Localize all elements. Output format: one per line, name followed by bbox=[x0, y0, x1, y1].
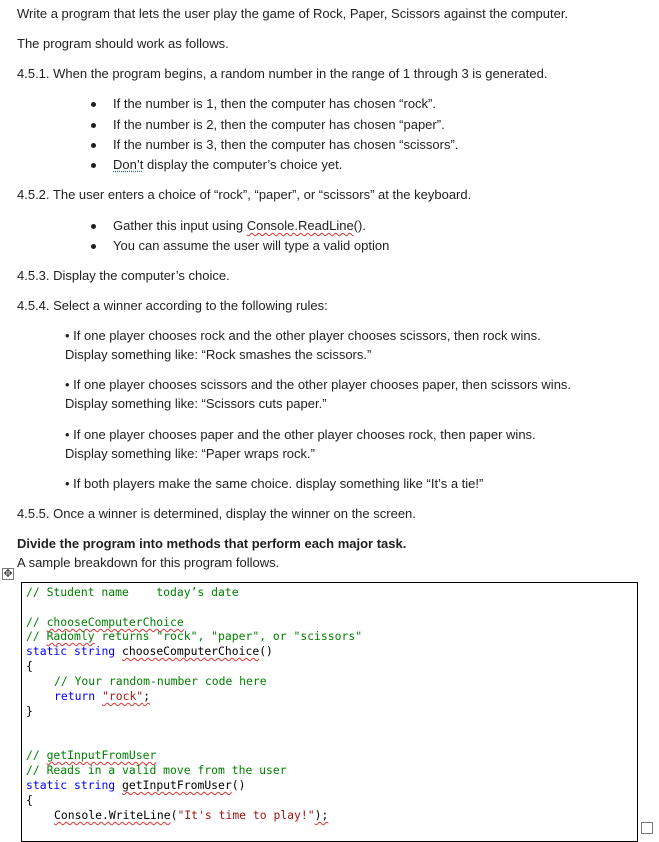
step1-bullet bbox=[113, 137, 458, 152]
step2-bullet-post: (). bbox=[353, 218, 366, 233]
code-string: "It's time to play!" bbox=[177, 808, 315, 822]
code-comment-prefix: // bbox=[26, 615, 47, 629]
table-resize-handle-icon[interactable] bbox=[641, 822, 653, 834]
table-move-handle-icon[interactable]: ✥ bbox=[3, 568, 13, 580]
spelling-flagged-word[interactable]: Console.ReadLine bbox=[246, 218, 354, 233]
rule-example: Display something like: “Rock smashes the scissors.” bbox=[65, 347, 372, 362]
code-comment-prefix: // bbox=[26, 748, 47, 762]
rule-block bbox=[65, 425, 536, 463]
rule-example: Display something like: “Paper wraps rock.” bbox=[65, 446, 315, 461]
step1-bullet-text: If the number is 1, then the computer has chosen “rock”. bbox=[113, 96, 436, 111]
code-method-name-comment[interactable]: chooseComputerChoice bbox=[46, 615, 184, 629]
step1-bullet bbox=[113, 96, 436, 111]
code-keyword: return bbox=[54, 689, 96, 703]
code-comment bbox=[26, 615, 184, 630]
step1-bullet-text: If the number is 3, then the computer has chosen “scissors”. bbox=[113, 137, 459, 152]
step2-bullet bbox=[113, 238, 389, 253]
rule-line: • If both players make the same choice. display something like “It’s a tie!” bbox=[65, 476, 484, 491]
code-method-name[interactable]: chooseComputerChoice bbox=[122, 644, 260, 658]
code-return-statement bbox=[54, 689, 150, 704]
code-method-name[interactable]: getInputFromUser bbox=[122, 778, 232, 792]
code-method-signature bbox=[26, 644, 273, 659]
step2-bullet-pre: Gather this input using bbox=[113, 218, 247, 233]
code-paren-close: ); bbox=[314, 808, 329, 822]
code-paren-open: ( bbox=[170, 808, 178, 822]
code-keyword: static bbox=[26, 778, 68, 792]
rule-example: Display something like: “Scissors cuts paper.” bbox=[65, 396, 327, 411]
code-method-name-comment[interactable]: getInputFromUser bbox=[46, 748, 157, 762]
rule-line: • If one player chooses paper and the other player chooses rock, then paper wins. bbox=[65, 427, 536, 442]
code-comment-prefix: // bbox=[26, 629, 47, 643]
step1-bullet bbox=[113, 117, 445, 132]
bullet-dot bbox=[91, 224, 96, 229]
code-comment bbox=[26, 748, 156, 763]
code-parens: () bbox=[259, 644, 273, 658]
code-string[interactable]: "rock" bbox=[102, 689, 144, 703]
bullet-dot bbox=[91, 123, 96, 128]
bullet-dot bbox=[91, 143, 96, 148]
rule-line: • If one player chooses rock and the other player chooses scissors, then rock wins. bbox=[65, 328, 541, 343]
step1-bullet-text: If the number is 2, then the computer has chosen “paper”. bbox=[113, 117, 445, 132]
step-4-5-1-text: 4.5.1. When the program begins, a random number in the range of 1 through 3 is generated. bbox=[17, 66, 548, 81]
rule-line: • If one player chooses scissors and the other player chooses paper, then scissors wins. bbox=[65, 377, 572, 392]
code-brace-open: { bbox=[26, 659, 33, 673]
step-4-5-2-text: 4.5.2. The user enters a choice of “rock”, “paper”, or “scissors” at the keyboard. bbox=[17, 187, 472, 202]
step-4-5-3-text: 4.5.3. Display the computer’s choice. bbox=[17, 268, 230, 283]
step-4-5-5-text: 4.5.5. Once a winner is determined, display the winner on the screen. bbox=[17, 506, 416, 521]
code-writeline-statement bbox=[54, 808, 328, 823]
code-brace-close: } bbox=[26, 704, 33, 718]
code-method-signature bbox=[26, 778, 245, 793]
rule-block bbox=[65, 474, 483, 493]
sample-breakdown-text: A sample breakdown for this program follows. bbox=[17, 555, 280, 570]
step2-bullet-text: You can assume the user will type a valid option bbox=[113, 238, 390, 253]
intro-paragraph: Write a program that lets the user play the game of Rock, Paper, Scissors against the computer. bbox=[17, 6, 569, 21]
code-comment-text: returns "rock", "paper", or "scissors" bbox=[94, 629, 363, 643]
code-comment: // Your random-number code here bbox=[54, 674, 267, 688]
bullet-dot bbox=[91, 244, 96, 249]
code-method-call[interactable]: Console.WriteLine bbox=[54, 808, 171, 822]
code-comment-header: // Student name today’s date bbox=[26, 585, 239, 599]
code-keyword: string bbox=[74, 778, 116, 792]
step1-bullet-text: display the computer’s choice yet. bbox=[143, 157, 343, 172]
spelling-flagged-word[interactable]: Radomly bbox=[46, 629, 95, 643]
code-table-cell[interactable] bbox=[21, 582, 638, 842]
step2-bullet bbox=[113, 218, 366, 233]
code-comment: // Reads in a valid move from the user bbox=[26, 763, 287, 777]
step1-bullet bbox=[113, 157, 342, 172]
code-brace-open: { bbox=[26, 793, 33, 807]
bullet-dot bbox=[91, 163, 96, 168]
code-semicolon: ; bbox=[143, 689, 151, 703]
grammar-flagged-word[interactable]: Don’t bbox=[113, 157, 144, 172]
code-comment bbox=[26, 629, 362, 644]
rule-block bbox=[65, 375, 571, 413]
code-parens: () bbox=[231, 778, 246, 792]
methods-heading: Divide the program into methods that perform each major task. bbox=[17, 536, 407, 551]
code-keyword: static bbox=[26, 644, 68, 658]
rule-block bbox=[65, 326, 541, 364]
intro-subparagraph: The program should work as follows. bbox=[17, 36, 229, 51]
code-keyword: string bbox=[74, 644, 116, 658]
step-4-5-4-text: 4.5.4. Select a winner according to the following rules: bbox=[17, 298, 328, 313]
bullet-dot bbox=[91, 102, 96, 107]
